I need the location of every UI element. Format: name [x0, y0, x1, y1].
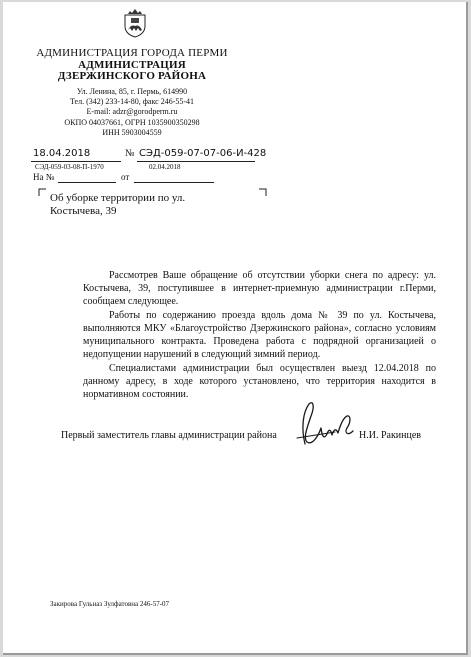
number-sign: № [125, 148, 135, 159]
org-name-city: АДМИНИСТРАЦИЯ ГОРОДА ПЕРМИ [36, 47, 228, 59]
document-date: 18.04.2018 [33, 148, 91, 159]
org-address: Ул. Ленина, 85, г. Пермь, 614990 [76, 86, 188, 96]
org-email: E-mail: adzr@gorodperm.ru [86, 107, 178, 117]
ot-label: от [121, 172, 130, 182]
reference-number: СЭД-059-03-08-П-1970 [35, 163, 104, 171]
reference-date: 02.04.2018 [149, 163, 181, 171]
executor-contact: Закирова Гульназ Зулфатовна 246-57-07 [50, 600, 170, 608]
signatory-position: Первый заместитель главы администрации района [61, 430, 277, 441]
na-underline [58, 182, 116, 183]
body-paragraph-3: Специалистами администрации был осуществлен выезд 12.04.2018 по данному адресу, в ходе которого установлено, что территория находится в нормативном состоянии. [83, 363, 436, 400]
org-okpo: ОКПО 04037661, ОГРН 1035900350298 [64, 117, 200, 127]
body-paragraph-1: Рассмотрев Ваше обращение об отсутствии уборки снега по адресу: ул. Костычева, 39, поступившее в интернет-приемную администрации г.Перми, сообщаем следующее. [83, 270, 436, 307]
letter-page [3, 2, 468, 655]
org-name-district: ДЗЕРЖИНСКОГО РАЙОНА [57, 70, 207, 83]
handwritten-signature-icon [291, 398, 361, 450]
number-underline [137, 161, 255, 162]
perm-coat-of-arms-icon [123, 8, 147, 38]
na-label: На № [33, 172, 55, 182]
date-underline [31, 161, 121, 162]
subject-line-1: Об уборке территории по ул. [50, 192, 186, 204]
letter-body [83, 269, 436, 402]
org-phone: Тел. (342) 233-14-80, факс 246-55-41 [69, 97, 195, 107]
organization-header [17, 48, 247, 139]
ot-underline [134, 182, 214, 183]
org-inn: ИНН 5903004559 [102, 128, 162, 138]
signatory-name: Н.И. Ракинцев [359, 430, 422, 441]
document-number: СЭД-059-07-07-06-И-428 [139, 148, 267, 159]
subject-line-2: Костычева, 39 [50, 204, 117, 217]
org-name-line2: АДМИНИСТРАЦИЯ [78, 58, 186, 71]
letter-subject [50, 192, 250, 217]
body-paragraph-2: Работы по содержанию проезда вдоль дома № 39 по ул. Костычева, выполняются МКУ «Благоустройство Дзержинского района», согласно условиям муниципального контракта. Проведена работа с подрядной организацией о недопущении нарушений в следующий зимний период. [83, 310, 436, 360]
